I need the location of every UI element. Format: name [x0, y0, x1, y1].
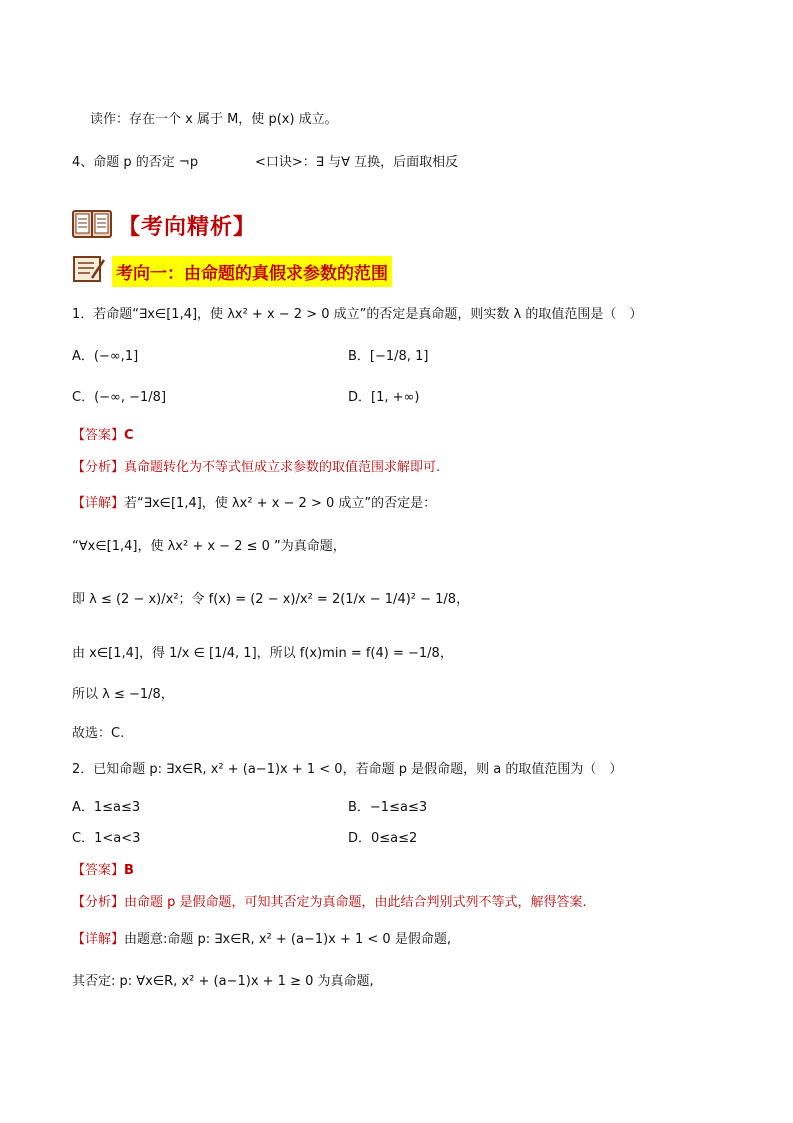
open-book-icon — [72, 207, 112, 243]
q1-detail-5: 所以 λ ≤ −1/8， — [72, 687, 174, 702]
q2-answer: B — [124, 863, 134, 878]
q1-answer-row — [72, 424, 134, 443]
q2-answer-tag: 【答案】 — [72, 863, 125, 878]
q1-option-c: C．(−∞, −1/8] — [72, 390, 167, 405]
q1-detail-4: 由 x∈[1,4]，得 1/x ∈ [1/4, 1]，所以 f(x)min = f(4) = −1/8， — [72, 646, 453, 661]
section-title: 【考向精析】 — [118, 214, 257, 240]
q1-detail-6: 故选：C. — [72, 726, 125, 741]
q2-analysis-tag: 【分析】 — [72, 895, 125, 910]
q2-detail-2: 其否定: p: ∀x∈R, x² + (a−1)x + 1 ≥ 0 为真命题, — [72, 974, 374, 989]
q1-option-d: D．[1, +∞) — [348, 390, 420, 405]
q2-answer-row — [72, 859, 134, 878]
subsection-title: 考向一：由命题的真假求参数的范围 — [112, 256, 392, 287]
subsection-header — [72, 254, 392, 288]
q2-detail-1: 由题意:命题 p: ∃x∈R, x² + (a−1)x + 1 < 0 是假命题, — [124, 932, 451, 947]
q1-detail-3: 即 λ ≤ (2 − x)/x²；令 f(x) = (2 − x)/x² = 2(1/x − 1/4)² − 1/8， — [72, 592, 470, 607]
negation-item: 4、命题 p 的否定 ¬p — [72, 155, 199, 170]
q2-option-b: B．−1≤a≤3 — [348, 800, 428, 815]
q1-answer: C — [124, 428, 134, 443]
reading-line: 读作：存在一个 x 属于 M，使 p(x) 成立。 — [90, 112, 338, 127]
q2-option-d: D．0≤a≤2 — [348, 831, 418, 846]
q1-detail-tag: 【详解】 — [72, 496, 125, 511]
mnemonic-rule: <口诀>：∃ 与∀ 互换，后面取相反 — [255, 155, 459, 170]
q1-analysis: 真命题转化为不等式恒成立求参数的取值范围求解即可. — [124, 460, 441, 475]
q2-detail-row-1 — [72, 928, 451, 947]
q1-answer-tag: 【答案】 — [72, 428, 125, 443]
q1-analysis-tag: 【分析】 — [72, 460, 125, 475]
q1-option-a: A．(−∞,1] — [72, 349, 139, 364]
q1-stem: 1．若命题“∃x∈[1,4]，使 λx² + x − 2 > 0 成立”的否定是真命题，则实数 λ 的取值范围是（ ） — [72, 307, 643, 322]
q1-analysis-row — [72, 456, 440, 475]
q2-option-a: A．1≤a≤3 — [72, 800, 141, 815]
q1-detail-2: “∀x∈[1,4]，使 λx² + x − 2 ≤ 0 ”为真命题， — [72, 539, 346, 554]
q2-stem: 2．已知命题 p: ∃x∈R, x² + (a−1)x + 1 < 0，若命题 p 是假命题，则 a 的取值范围为（ ） — [72, 762, 623, 777]
q1-option-b: B．[−1/8, 1] — [348, 349, 429, 364]
q2-analysis: 由命题 p 是假命题，可知其否定为真命题，由此结合判别式列不等式，解得答案. — [124, 895, 587, 910]
q1-detail-1: 若“∃x∈[1,4]，使 λx² + x − 2 > 0 成立”的否定是： — [124, 496, 437, 511]
q2-detail-tag: 【详解】 — [72, 932, 125, 947]
q2-analysis-row — [72, 891, 587, 910]
notepad-icon — [72, 254, 106, 288]
q1-detail-row-1 — [72, 492, 436, 511]
section-header — [72, 207, 256, 243]
q2-option-c: C．1<a<3 — [72, 831, 141, 846]
